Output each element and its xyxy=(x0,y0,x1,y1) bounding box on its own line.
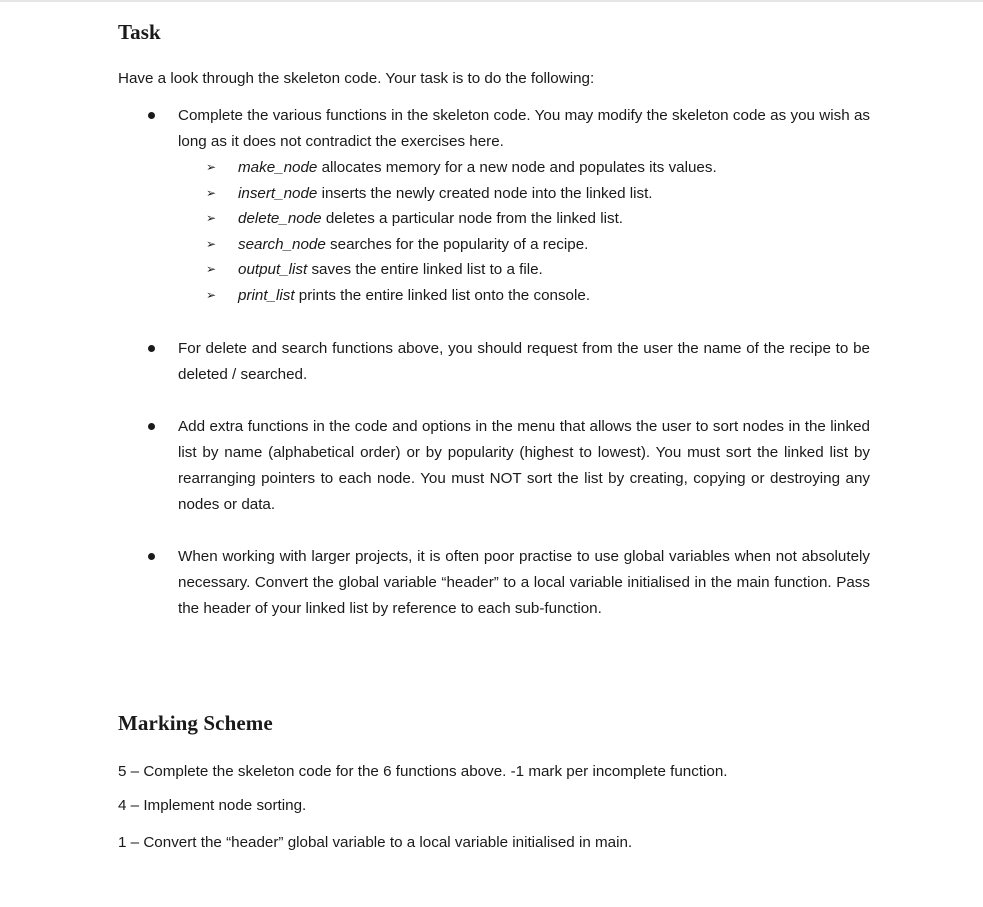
function-item-make-node xyxy=(206,155,717,181)
function-item-print-list xyxy=(206,283,717,309)
bullet-text-sorting: Add extra functions in the code and options in the menu that allows the user to sort nodes in the linked list by name (alphabetical order) or by popularity (highest to lowest). You must sort the linked list by rearranging pointers to each node. You must NOT sort the list by creating, copying or destroying any nodes or data. xyxy=(178,418,870,513)
function-desc: allocates memory for a new node and populates its values. xyxy=(317,159,717,176)
function-name: make_node xyxy=(238,159,318,176)
arrow-icon: ➢ xyxy=(206,236,217,251)
function-desc: inserts the newly created node into the linked list. xyxy=(317,184,653,202)
function-item-insert-node xyxy=(206,181,717,207)
function-desc: searches for the popularity of a recipe. xyxy=(325,235,589,253)
bullet-icon xyxy=(146,336,156,362)
arrow-icon: ➢ xyxy=(206,262,217,277)
task-heading: Task xyxy=(118,20,161,44)
bullet-text-global-variable: When working with larger projects, it is often poor practise to use global variables when not absolutely necessary. Convert the global variable “header” to a local variable initialised in the main function. Pass the header of your linked list by reference to each sub-function. xyxy=(178,548,870,617)
function-desc: saves the entire linked list to a file. xyxy=(307,261,543,279)
page-top-rule xyxy=(0,0,983,2)
bullet-text-complete-functions: Complete the various functions in the skeleton code. You may modify the skeleton code as you wish as long as it does not contradict the exercises here. xyxy=(178,107,870,150)
function-name: search_node xyxy=(238,235,326,253)
marking-line-skeleton: 5 – Complete the skeleton code for the 6 functions above. -1 mark per incomplete function. xyxy=(118,763,728,780)
function-item-delete-node xyxy=(206,206,717,232)
bullet-icon xyxy=(146,544,156,570)
function-desc: deletes a particular node from the linked list. xyxy=(321,210,624,228)
function-name: print_list xyxy=(238,286,295,304)
function-name: delete_node xyxy=(238,210,322,228)
bullet-icon xyxy=(146,103,156,129)
marking-line-header: 1 – Convert the “header” global variable to a local variable initialised in main. xyxy=(118,834,633,851)
arrow-icon: ➢ xyxy=(206,160,217,174)
marking-line-sorting: 4 – Implement node sorting. xyxy=(118,797,307,814)
arrow-icon: ➢ xyxy=(206,185,217,200)
arrow-icon: ➢ xyxy=(206,211,217,226)
arrow-icon: ➢ xyxy=(206,287,217,302)
bullet-text-delete-search: For delete and search functions above, you should request from the user the name of the recipe to be deleted / searched. xyxy=(178,340,870,383)
bullet-icon xyxy=(146,414,156,440)
function-list xyxy=(206,155,717,309)
task-intro: Have a look through the skeleton code. Your task is to do the following: xyxy=(118,70,595,87)
function-item-search-node xyxy=(206,232,717,258)
marking-scheme-heading: Marking Scheme xyxy=(118,711,273,735)
function-name: insert_node xyxy=(238,184,318,202)
function-desc: prints the entire linked list onto the console. xyxy=(294,286,591,304)
function-name: output_list xyxy=(238,261,308,279)
function-item-output-list xyxy=(206,257,717,283)
